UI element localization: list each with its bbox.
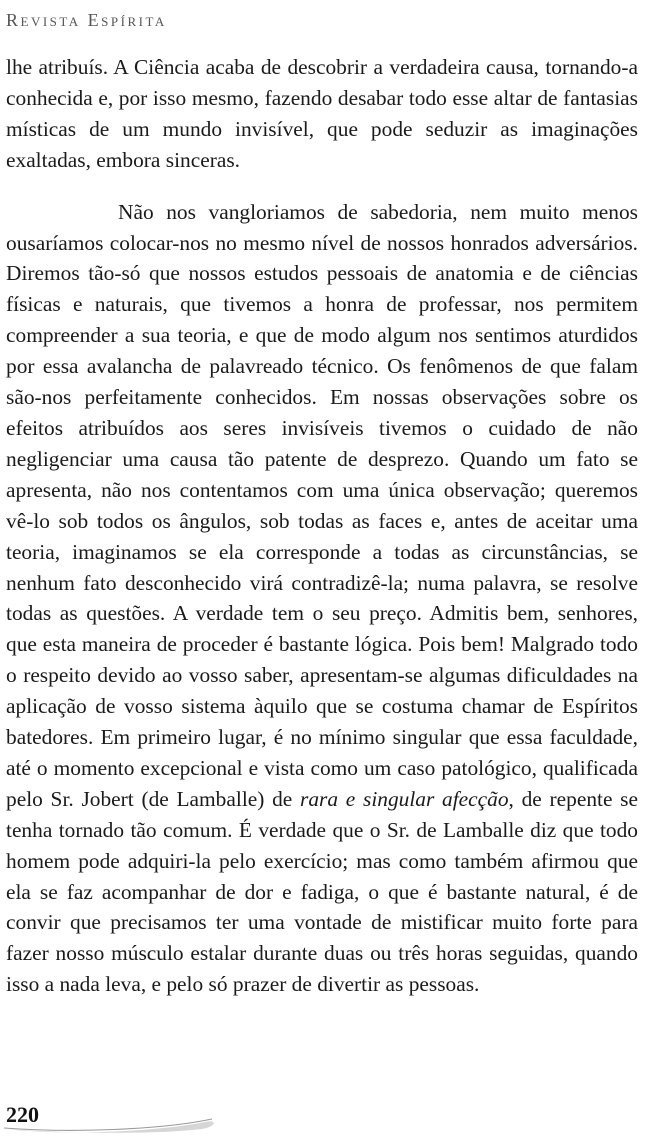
page-number: 220 xyxy=(6,1102,39,1127)
paragraph-2-text-end: , de repente se tenha tornado tão comum. É verdade que o Sr. de Lamballe diz que todo homem pode adquiri-la pelo exercício; mas como também afirmou que ela se faz acompanhar de dor e fadiga, o que é bastante natural, é de convir que precisamos ter uma vontade de mistificar muito forte para fazer nosso músculo estalar durante duas ou três horas seguidas, quando isso a nada leva, e pelo só prazer de divertir as pessoas. xyxy=(6,786,639,997)
italic-phrase: rara e singular afecção xyxy=(300,786,509,811)
paragraph-2-text-start: Não nos vangloriamos de sabedoria, nem muito menos ousaríamos colocar-nos no mesmo nível de nossos honrados adversários. Diremos tão-só que nossos estudos pessoais de anatomia e de ciências físicas e naturais, que tivemos a honra de professar, nos permitem compreender a sua teoria, e que de modo algum nos sentimos aturdidos por essa avalancha de palavreado técnico. Os fenômenos de que falam são-nos perfeitamente conhecidos. Em nossas observações sobre os efeitos atribuídos aos seres invisíveis tivemos o cuidado de não negligenciar uma causa tão patente de desprezo. Quando um fato se apresenta, não nos contentamos com uma única observação; queremos vê-lo sob todos os ângulos, sob todas as faces e, antes de aceitar uma teoria, imaginamos se ela corresponde a todas as circunstâncias, se nenhum fato desconhecido virá contradizê-la; numa palavra, se resolve todas as questões. A verdade tem o seu preço. Admitis bem, senhores, que esta maneira de proceder é bastante lógica. Pois bem! Malgrado todo o respeito devido ao vosso saber, apresentam-se algumas dificuldades na aplicação de vosso sistema àquilo que se costuma chamar de Espíritos batedores. Em primeiro lugar, é no mínimo singular que essa faculdade, até o momento excepcional e vista como um caso patológico, qualificada pelo Sr. Jobert (de Lamballe) de xyxy=(6,199,638,811)
paragraph-2 xyxy=(6,197,638,1001)
body-text xyxy=(6,52,638,1000)
running-header: Revista Espírita xyxy=(6,10,167,30)
paragraph-1: lhe atribuís. A Ciência acaba de descobrir a verdadeira causa, tornando-a conhecida e, por isso mesmo, fazendo desabar todo esse altar de fantasias místicas de um mundo invisível, que pode seduzir as imaginações exaltadas, embora sinceras. xyxy=(6,55,638,172)
